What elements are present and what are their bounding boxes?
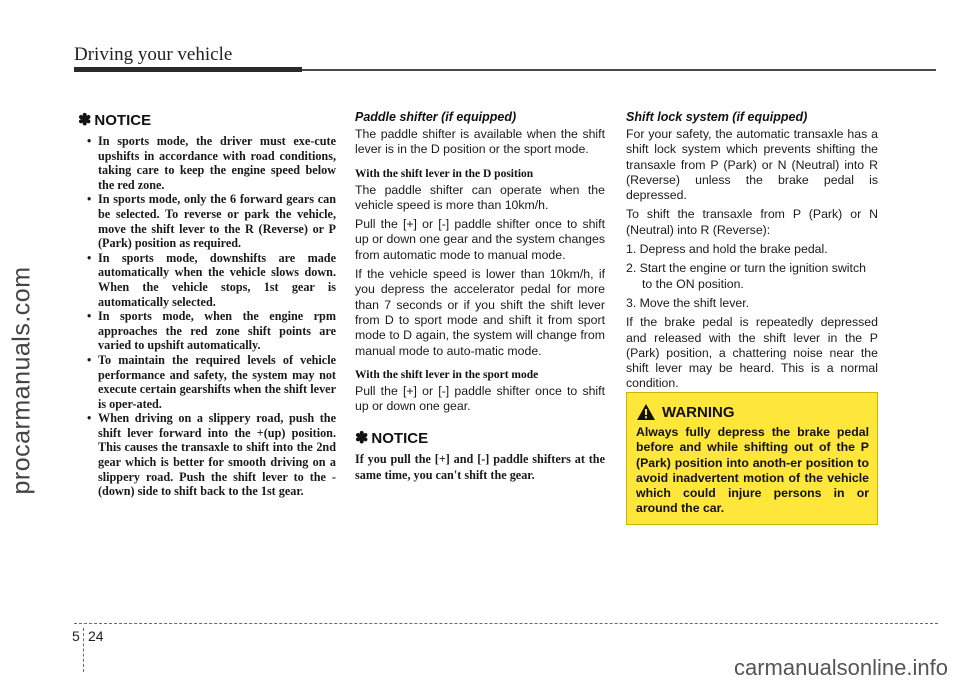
notice-heading-label: NOTICE xyxy=(94,111,152,129)
shift-lock-step-1: 1. Depress and hold the brake pedal. xyxy=(626,242,828,257)
notice-heading xyxy=(78,110,336,130)
bullet-icon: • xyxy=(87,309,92,324)
footer-rule xyxy=(74,623,938,624)
notice-item: • When driving on a slippery road, push the shift lever forward into the +(up) position. This causes the transaxle to shift into the 2nd gear which is better for smooth driving on a slippery road. Push the shift lever to the -(down) side to shift back to the 1st gear. xyxy=(87,411,336,499)
star-icon: ✽ xyxy=(355,430,369,448)
side-watermark xyxy=(4,100,40,660)
chapter-number: 5 xyxy=(72,628,80,644)
notice-item: • In sports mode, the driver must exe-cute upshifts in accordance with road conditions, taking care to keep the engine speed below the red zone. xyxy=(87,134,336,192)
notice2-heading-label: NOTICE xyxy=(371,429,429,447)
notice-item: • In sports mode, only the 6 forward gears can be selected. To reverse or park the vehicle, move the shift lever to the R (Reverse) or P (Park) position as required. xyxy=(87,192,336,251)
star-icon: ✽ xyxy=(78,112,92,129)
shift-lock-step-2: 2. Start the engine or turn the ignition switch to the ON position. xyxy=(626,261,866,291)
paddle-shifter-heading: Paddle shifter (if equipped) xyxy=(355,110,517,124)
warning-triangle-icon xyxy=(636,403,656,421)
warning-heading-label: WARNING xyxy=(662,403,735,421)
page-header-title: Driving your vehicle xyxy=(74,44,233,65)
warning-heading xyxy=(636,403,869,421)
shift-lock-heading: Shift lock system (if equipped) xyxy=(626,110,808,124)
d-position-para-1: The paddle shifter can operate when the vehicle speed is more than 10km/h. xyxy=(355,182,605,212)
shift-lock-step-3: 3. Move the shift lever. xyxy=(626,295,750,310)
bullet-icon: • xyxy=(87,192,92,207)
paddle-intro: The paddle shifter is available when the shift lever is in the D position or the sport mode. xyxy=(355,127,605,157)
header-rule-dark xyxy=(74,67,302,72)
warning-text: Always fully depress the brake pedal before and while shifting out of the P (Park) position into anoth-er position to avoid inadvertent motion of the vehicle which could injure persons in or around the car. xyxy=(636,425,869,516)
notice2-heading xyxy=(355,428,605,448)
column-right xyxy=(626,110,878,396)
notice-list xyxy=(78,134,336,499)
bottom-watermark: carmanualsonline.info xyxy=(733,655,948,680)
bullet-icon: • xyxy=(87,250,92,265)
footer-divider xyxy=(83,628,84,672)
column-left xyxy=(78,110,336,499)
notice-item: • To maintain the required levels of vehicle performance and safety, the system may not execute certain gearshifts when the shift lever is oper-ated. xyxy=(87,352,336,411)
sport-mode-subheading: With the shift lever in the sport mode xyxy=(355,368,539,381)
shift-lock-para-3: If the brake pedal is repeatedly depressed and released with the shift lever in the P (Park) position, a chattering noise near the shift lever may be heard. This is a normal condition. xyxy=(626,315,878,391)
column-middle xyxy=(355,110,605,483)
d-position-para-2: Pull the [+] or [-] paddle shifter once to shift up or down one gear and the system changes from automatic mode to manual mode. xyxy=(355,217,605,262)
side-watermark-text: procarmanuals.com xyxy=(7,265,36,495)
bullet-icon: • xyxy=(87,352,92,367)
header-rule-light xyxy=(302,69,936,71)
sport-mode-para: Pull the [+] or [-] paddle shifter once to shift up or down one gear. xyxy=(355,383,605,414)
bullet-icon: • xyxy=(87,134,92,148)
notice-item: • In sports mode, when the engine rpm approaches the red zone shift points are varied to upshift automatically. xyxy=(87,309,336,353)
notice-item: • In sports mode, downshifts are made automatically when the vehicle slows down. When the vehicle stops, 1st gear is automatically selected. xyxy=(87,250,336,309)
warning-box xyxy=(626,392,878,525)
page-number: 24 xyxy=(88,628,104,644)
shift-lock-para-2: To shift the transaxle from P (Park) or N (Neutral) into R (Reverse): xyxy=(626,207,878,237)
notice2-text: If you pull the [+] and [-] paddle shifters at the same time, you can't shift the gear. xyxy=(355,452,605,482)
d-position-para-3: If the vehicle speed is lower than 10km/h, if you depress the accelerator pedal for more than 7 seconds or if you shift the shift lever from D to sport mode and shift it from sport mode to D again, the system will change from manual mode to auto-matic mode. xyxy=(355,267,605,358)
shift-lock-para-1: For your safety, the automatic transaxle has a shift lock system which prevents shifting the transaxle from P (Park) or N (Neutral) into R (Reverse) unless the brake pedal is depressed. xyxy=(626,127,878,203)
bullet-icon: • xyxy=(87,411,92,426)
d-position-subheading: With the shift lever in the D position xyxy=(355,167,534,180)
